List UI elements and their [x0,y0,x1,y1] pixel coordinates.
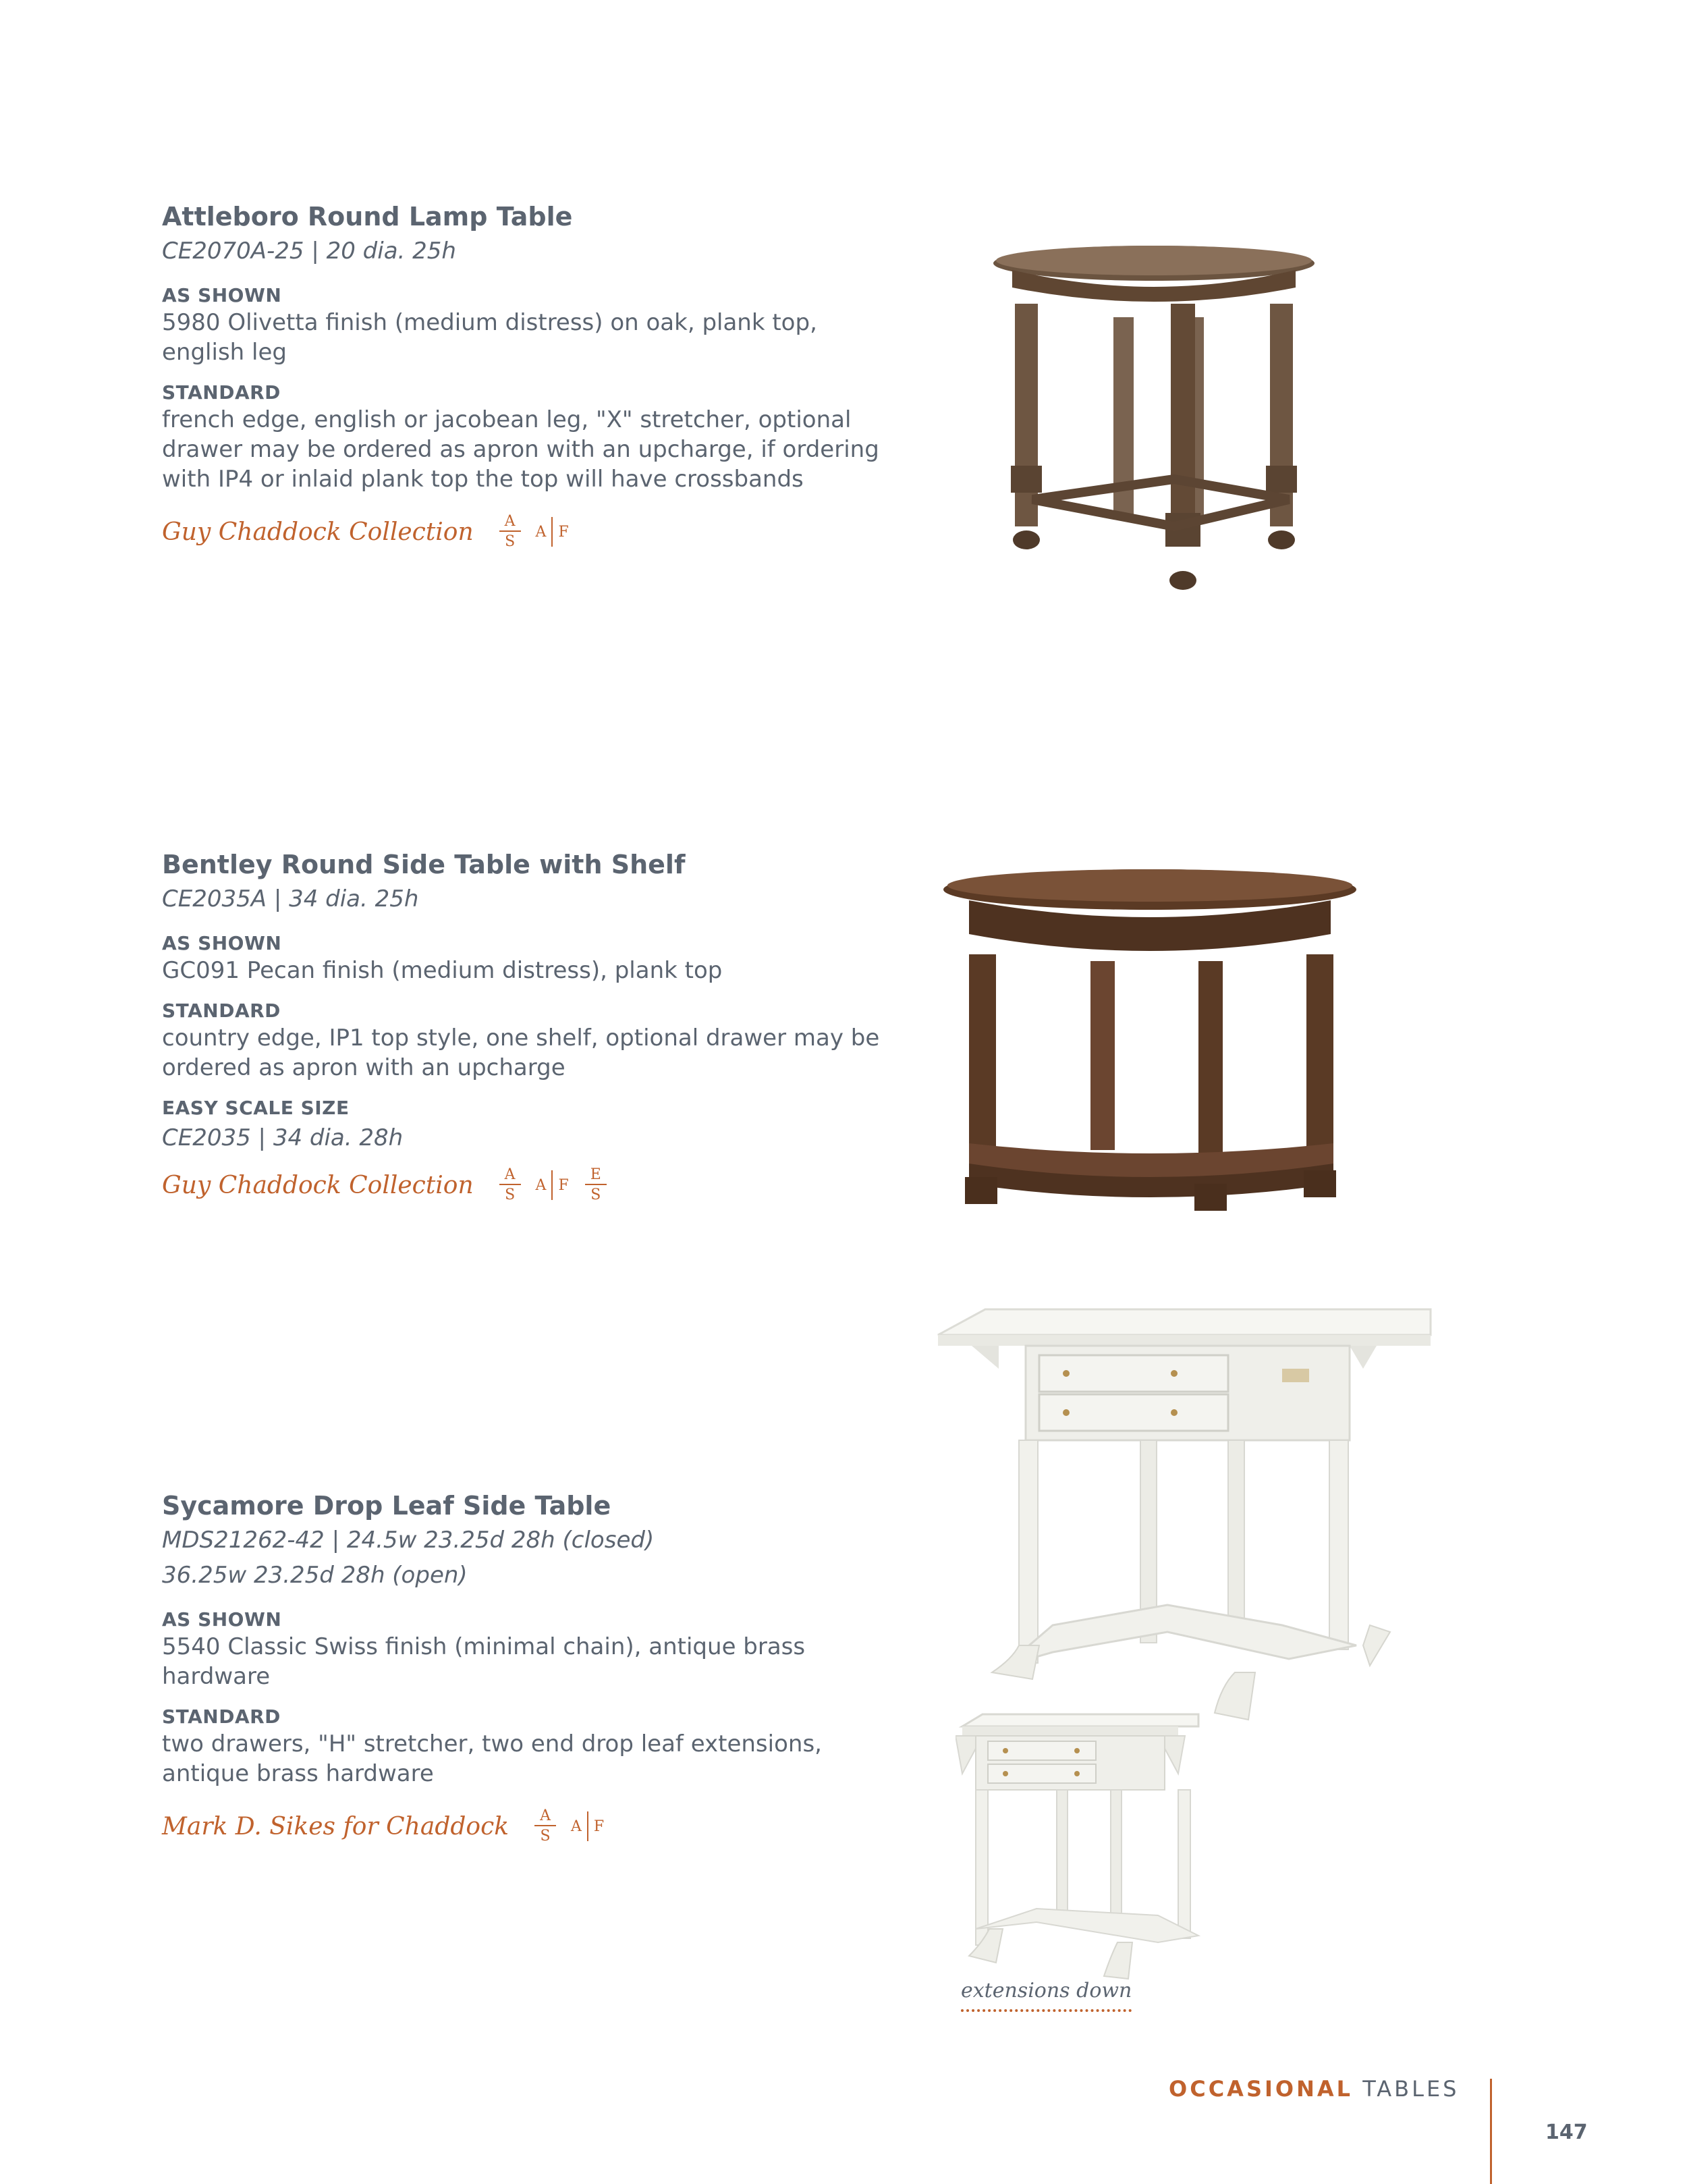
af-icon: A F [571,1811,604,1841]
product-title: Sycamore Drop Leaf Side Table [162,1491,611,1521]
easy-scale-sku: CE2035 | 34 dia. 28h [162,1124,404,1151]
section-title [1169,2076,1459,2102]
standard-text: two drawers, "H" stretcher, two end drop leaf extensions, antique brass hardware [162,1730,822,1787]
as-shown-label: AS SHOWN [162,1608,282,1631]
product-sku-open: 36.25w 23.25d 28h (open) [162,1562,468,1589]
collection-name: Guy Chaddock Collection [162,1171,474,1199]
section-title-light: TABLES [1362,2076,1460,2102]
product-sku: CE2035A | 34 dia. 25h [162,885,419,912]
collection-row [162,512,904,552]
easy-scale-label: EASY SCALE SIZE [162,1097,350,1119]
as-fraction-icon: $\frac{A}{S}$ [534,1809,556,1844]
collection-row [162,1806,904,1847]
bentley-table-image [942,867,1360,1224]
product-sku: MDS21262-42 | 24.5w 23.25d 28h (closed) [162,1527,655,1554]
section-title-bold: OCCASIONAL [1169,2076,1354,2102]
availability-badge [499,514,569,549]
as-shown-text: 5980 Olivetta finish (medium distress) on oak, plank top, english leg [162,309,817,366]
standard-text: country edge, IP1 top style, one shelf, optional drawer may be ordered as apron with an upcharge [162,1025,880,1081]
collection-name: Guy Chaddock Collection [162,518,474,546]
product-title: Bentley Round Side Table with Shelf [162,850,686,879]
as-shown-label: AS SHOWN [162,932,282,954]
product-attleboro [162,200,904,552]
af-icon: A F [536,517,569,547]
product-title: Attleboro Round Lamp Table [162,202,573,231]
standard-text: french edge, english or jacobean leg, "X" stretcher, optional drawer may be ordered as apron with an upcharge, if ordering with IP4 or inlaid plank top the top will have crossbands [162,406,879,493]
product-sku: CE2070A-25 | 20 dia. 25h [162,238,456,265]
product-bentley [162,848,904,1205]
page-number: 147 [1545,2121,1588,2144]
image-caption: extensions down [961,1979,1132,2012]
standard-label: STANDARD [162,1705,281,1728]
sycamore-table-closed-image [956,1713,1212,1983]
as-shown-label: AS SHOWN [162,284,282,306]
footer-divider [1490,2079,1492,2184]
attleboro-table-image [992,243,1316,601]
standard-label: STANDARD [162,1000,281,1022]
collection-name: Mark D. Sikes for Chaddock [162,1812,509,1840]
sycamore-table-open-image [931,1308,1437,1726]
es-fraction-icon: $\frac{E}{S}$ [585,1168,607,1203]
availability-badge [499,1168,607,1203]
as-shown-text: GC091 Pecan finish (medium distress), plank top [162,957,723,984]
af-icon: A F [536,1170,569,1200]
standard-label: STANDARD [162,381,281,404]
as-fraction-icon: $\frac{A}{S}$ [499,1168,521,1203]
availability-badge [534,1809,604,1844]
product-sycamore [162,1489,904,1847]
collection-row [162,1165,904,1205]
as-fraction-icon: $\frac{A}{S}$ [499,514,521,549]
as-shown-text: 5540 Classic Swiss finish (minimal chain), antique brass hardware [162,1633,806,1690]
